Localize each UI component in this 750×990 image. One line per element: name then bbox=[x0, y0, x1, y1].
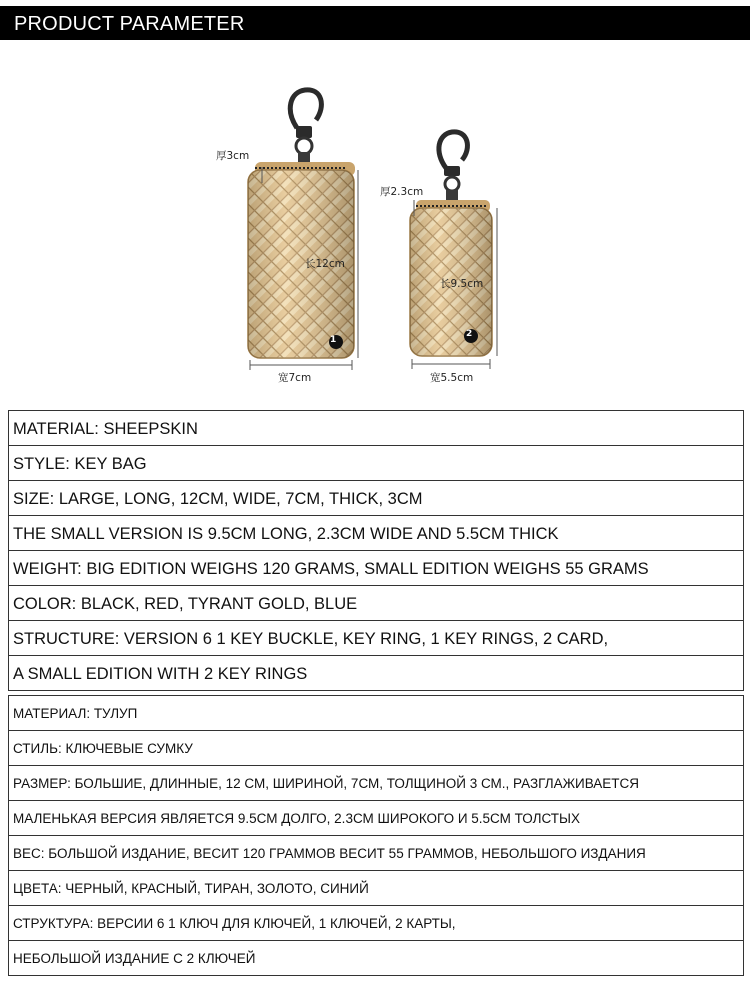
table-row bbox=[9, 731, 743, 766]
small-length-label: 长9.5cm bbox=[440, 278, 484, 290]
table-row bbox=[9, 516, 743, 551]
spec-ru-structure: СТРУКТУРА: ВЕРСИИ 6 1 КЛЮЧ ДЛЯ КЛЮЧЕЙ, 1 КЛЮЧЕЙ, 2 КАРТЫ, bbox=[13, 916, 456, 931]
table-row bbox=[9, 656, 743, 691]
table-row bbox=[9, 906, 743, 941]
table-row bbox=[9, 621, 743, 656]
large-badge: 1 bbox=[330, 335, 337, 345]
spec-ru-size: РАЗМЕР: БОЛЬШИЕ, ДЛИННЫЕ, 12 СМ, ШИРИНОЙ, 7СМ, ТОЛЩИНОЙ 3 СМ., РАЗГЛАЖИВАЕТСЯ bbox=[13, 776, 640, 791]
table-row bbox=[9, 551, 743, 586]
spec-ru-weight: ВЕС: БОЛЬШОЙ ИЗДАНИЕ, ВЕСИТ 120 ГРАММОВ ВЕСИТ 55 ГРАММОВ, НЕБОЛЬШОГО ИЗДАНИЯ bbox=[13, 846, 646, 861]
large-width-label: 宽7cm bbox=[278, 372, 312, 384]
spec-table-english bbox=[8, 410, 744, 691]
spec-ru-color: ЦВЕТА: ЧЕРНЫЙ, КРАСНЫЙ, ТИРАН, ЗОЛОТО, СИНИЙ bbox=[13, 881, 369, 896]
spec-ru-material: МАТЕРИАЛ: ТУЛУП bbox=[13, 706, 138, 721]
spec-size: SIZE: LARGE, LONG, 12CM, WIDE, 7CM, THICK, 3CM bbox=[13, 490, 423, 508]
table-row bbox=[9, 941, 743, 976]
large-thickness-label: 厚3cm bbox=[216, 150, 250, 162]
header-bar bbox=[0, 6, 750, 40]
spec-style: STYLE: KEY BAG bbox=[13, 455, 147, 473]
spec-table-russian bbox=[8, 695, 744, 976]
table-row bbox=[9, 411, 743, 446]
spec-structure-small: A SMALL EDITION WITH 2 KEY RINGS bbox=[13, 665, 308, 683]
spec-material: MATERIAL: SHEEPSKIN bbox=[13, 420, 198, 438]
table-row bbox=[9, 586, 743, 621]
spec-size-small: THE SMALL VERSION IS 9.5CM LONG, 2.3CM WIDE AND 5.5CM THICK bbox=[13, 525, 559, 543]
table-row bbox=[9, 871, 743, 906]
spec-ru-style: СТИЛЬ: КЛЮЧЕВЫЕ СУМКУ bbox=[13, 741, 193, 756]
table-row bbox=[9, 696, 743, 731]
small-thickness-label: 厚2.3cm bbox=[380, 186, 424, 198]
product-image bbox=[0, 40, 750, 400]
page-title: PRODUCT PARAMETER bbox=[14, 13, 245, 35]
table-row bbox=[9, 836, 743, 871]
small-width-label: 宽5.5cm bbox=[430, 372, 474, 384]
spec-weight: WEIGHT: BIG EDITION WEIGHS 120 GRAMS, SMALL EDITION WEIGHS 55 GRAMS bbox=[13, 560, 649, 578]
spec-ru-structure-small: НЕБОЛЬШОЙ ИЗДАНИЕ С 2 КЛЮЧЕЙ bbox=[13, 951, 256, 966]
product-illustration bbox=[0, 40, 750, 400]
table-row bbox=[9, 481, 743, 516]
spec-ru-size-small: МАЛЕНЬКАЯ ВЕРСИЯ ЯВЛЯЕТСЯ 9.5СМ ДОЛГО, 2.3СМ ШИРОКОГО И 5.5СМ ТОЛСТЫХ bbox=[13, 811, 581, 826]
large-length-label: 长12cm bbox=[305, 258, 345, 270]
small-badge: 2 bbox=[466, 329, 473, 339]
spec-color: COLOR: BLACK, RED, TYRANT GOLD, BLUE bbox=[13, 595, 358, 613]
table-row bbox=[9, 446, 743, 481]
large-key-bag bbox=[248, 90, 358, 370]
small-key-bag bbox=[410, 132, 497, 369]
table-row bbox=[9, 801, 743, 836]
table-row bbox=[9, 766, 743, 801]
spec-structure: STRUCTURE: VERSION 6 1 KEY BUCKLE, KEY RING, 1 KEY RINGS, 2 CARD, bbox=[13, 630, 609, 648]
